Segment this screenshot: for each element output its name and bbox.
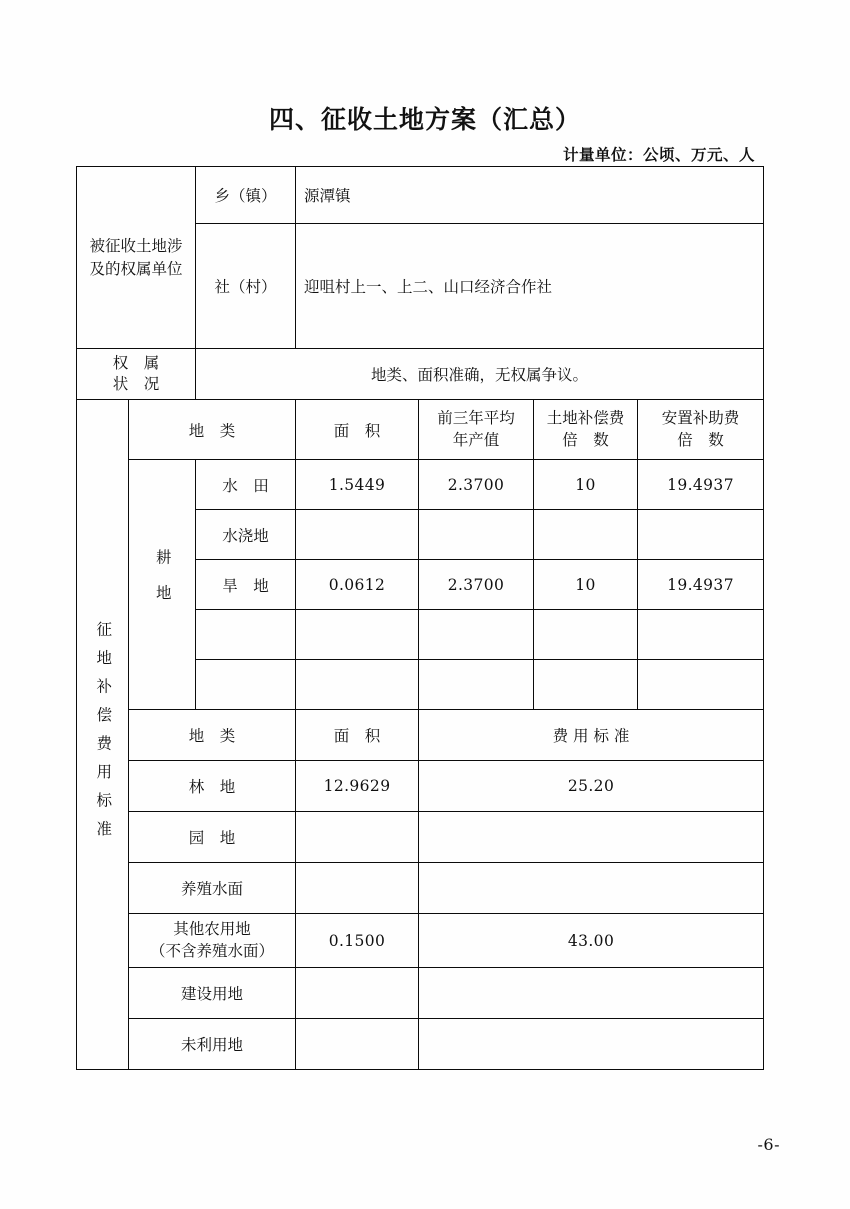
other-row-area [296,968,419,1019]
ownership-status-value: 地类、面积准确，无权属争议。 [196,349,764,400]
header-area-secondary: 面 积 [296,710,419,761]
table-row [77,761,764,812]
cultivated-row-area [296,610,419,660]
other-row-area: 0.1500 [296,914,419,968]
table-row [77,914,764,968]
other-row-area [296,812,419,863]
table-row [77,968,764,1019]
cultivated-row-land-comp [534,610,638,660]
header-avg-yield [419,400,534,460]
ownership-unit-label-text: 被征收土地涉及的权属单位 [89,237,183,278]
table-row-header-primary [77,400,764,460]
cultivated-land-label-text: 耕地 [153,549,172,620]
cultivated-row-name: 水 田 [196,460,296,510]
header-area-primary: 面 积 [296,400,419,460]
cultivated-row-area: 1.5449 [296,460,419,510]
table-row-township [77,167,764,224]
header-resettlement-subsidy-line1: 安置补助费 [661,409,740,428]
unit-note: 计量单位：公顷、万元、人 [562,145,755,164]
township-value: 源潭镇 [296,167,764,224]
cultivated-row-name: 旱 地 [196,560,296,610]
other-row-fee: 43.00 [419,914,764,968]
table-row-header-secondary [77,710,764,761]
cultivated-row-area [296,510,419,560]
page-title: 四、征收土地方案（汇总） [268,105,581,134]
cultivated-row-avg-yield [419,510,534,560]
cultivated-row-resettle: 19.4937 [638,460,764,510]
other-row-name: 园 地 [129,812,296,863]
cultivated-row-resettle [638,610,764,660]
cultivated-row-area: 0.0612 [296,560,419,610]
other-row-name-line1: 其他农用地 [173,920,251,939]
other-row-fee: 25.20 [419,761,764,812]
table-row [77,863,764,914]
compensation-side-label-text: 征地补偿费用标准 [94,620,113,849]
other-row-name: 林 地 [129,761,296,812]
cultivated-row-avg-yield: 2.3700 [419,560,534,610]
other-row-area [296,863,419,914]
header-resettlement-subsidy [638,400,764,460]
cultivated-row-land-comp: 10 [534,560,638,610]
cultivated-row-resettle: 19.4937 [638,560,764,610]
other-row-area: 12.9629 [296,761,419,812]
other-row-fee [419,812,764,863]
other-row-name: 未利用地 [129,1019,296,1070]
cultivated-row-land-comp [534,660,638,710]
other-row-fee [419,968,764,1019]
village-label: 社（村） [196,224,296,349]
header-land-type-secondary: 地 类 [129,710,296,761]
cultivated-land-label [129,460,196,710]
ownership-unit-label [77,167,196,349]
header-resettlement-subsidy-line2: 倍 数 [677,430,724,449]
cultivated-row-name [196,660,296,710]
table-row [77,460,764,510]
village-value: 迎咀村上一、上二、山口经济合作社 [296,224,764,349]
other-row-area [296,1019,419,1070]
other-row-fee [419,1019,764,1070]
cultivated-row-name [196,610,296,660]
cultivated-row-avg-yield: 2.3700 [419,460,534,510]
land-requisition-table [76,166,763,1070]
cultivated-row-avg-yield [419,660,534,710]
other-row-name-line2: （不含养殖水面） [150,941,275,960]
cultivated-row-resettle [638,510,764,560]
cultivated-row-name: 水浇地 [196,510,296,560]
page-number: -6- [757,1135,780,1154]
cultivated-row-area [296,660,419,710]
other-row-fee [419,863,764,914]
township-label: 乡（镇） [196,167,296,224]
other-row-name [129,914,296,968]
header-fee-standard: 费 用 标 准 [419,710,764,761]
other-row-name: 建设用地 [129,968,296,1019]
header-land-compensation [534,400,638,460]
cultivated-row-resettle [638,660,764,710]
header-land-compensation-line2: 倍 数 [562,430,609,449]
ownership-status-label-line2: 状 况 [112,375,160,393]
cultivated-row-land-comp: 10 [534,460,638,510]
ownership-status-label-line1: 权 属 [112,354,160,373]
table-row [77,1019,764,1070]
header-land-type-primary: 地 类 [129,400,296,460]
cultivated-row-land-comp [534,510,638,560]
header-avg-yield-line2: 年产值 [452,430,500,449]
cultivated-row-avg-yield [419,610,534,660]
table-row-ownership-status [77,349,764,400]
table-row [77,812,764,863]
header-avg-yield-line1: 前三年平均 [437,409,515,428]
compensation-side-label [77,400,129,1070]
ownership-status-label [77,349,196,400]
other-row-name: 养殖水面 [129,863,296,914]
header-land-compensation-line1: 土地补偿费 [546,409,625,428]
